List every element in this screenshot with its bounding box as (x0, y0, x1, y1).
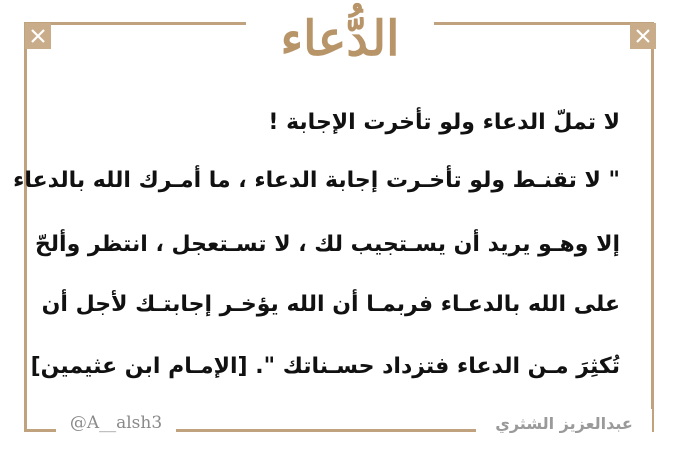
page-title: الدُّعاء (280, 11, 400, 67)
text-line: إلا وهـو يريد أن يسـتجيب لك ، لا تسـتعجل ، انتظر وألحّ (34, 232, 620, 257)
author-name: عبدالعزيز الشثري (476, 409, 652, 437)
x-logo-icon (25, 23, 51, 49)
text-line: لا تملّ الدعاء ولو تأخرت الإجابة ! (268, 110, 620, 135)
text-line: " لا تقنـط ولو تأخـرت إجابة الدعاء ، ما أمـرك الله بالدعاء (13, 168, 620, 193)
text-line: تُكثِرَ مـن الدعاء فتزداد حسـناتك ". [الإمـام ابن عثيمين] (30, 354, 620, 379)
x-logo-icon (630, 23, 656, 49)
twitter-handle: @A__alsh3 (56, 409, 176, 437)
text-line: على الله بالدعـاء فربمـا أن الله يؤخـر إجابتـك لأجل أن (41, 292, 620, 317)
title-container (246, 4, 434, 74)
